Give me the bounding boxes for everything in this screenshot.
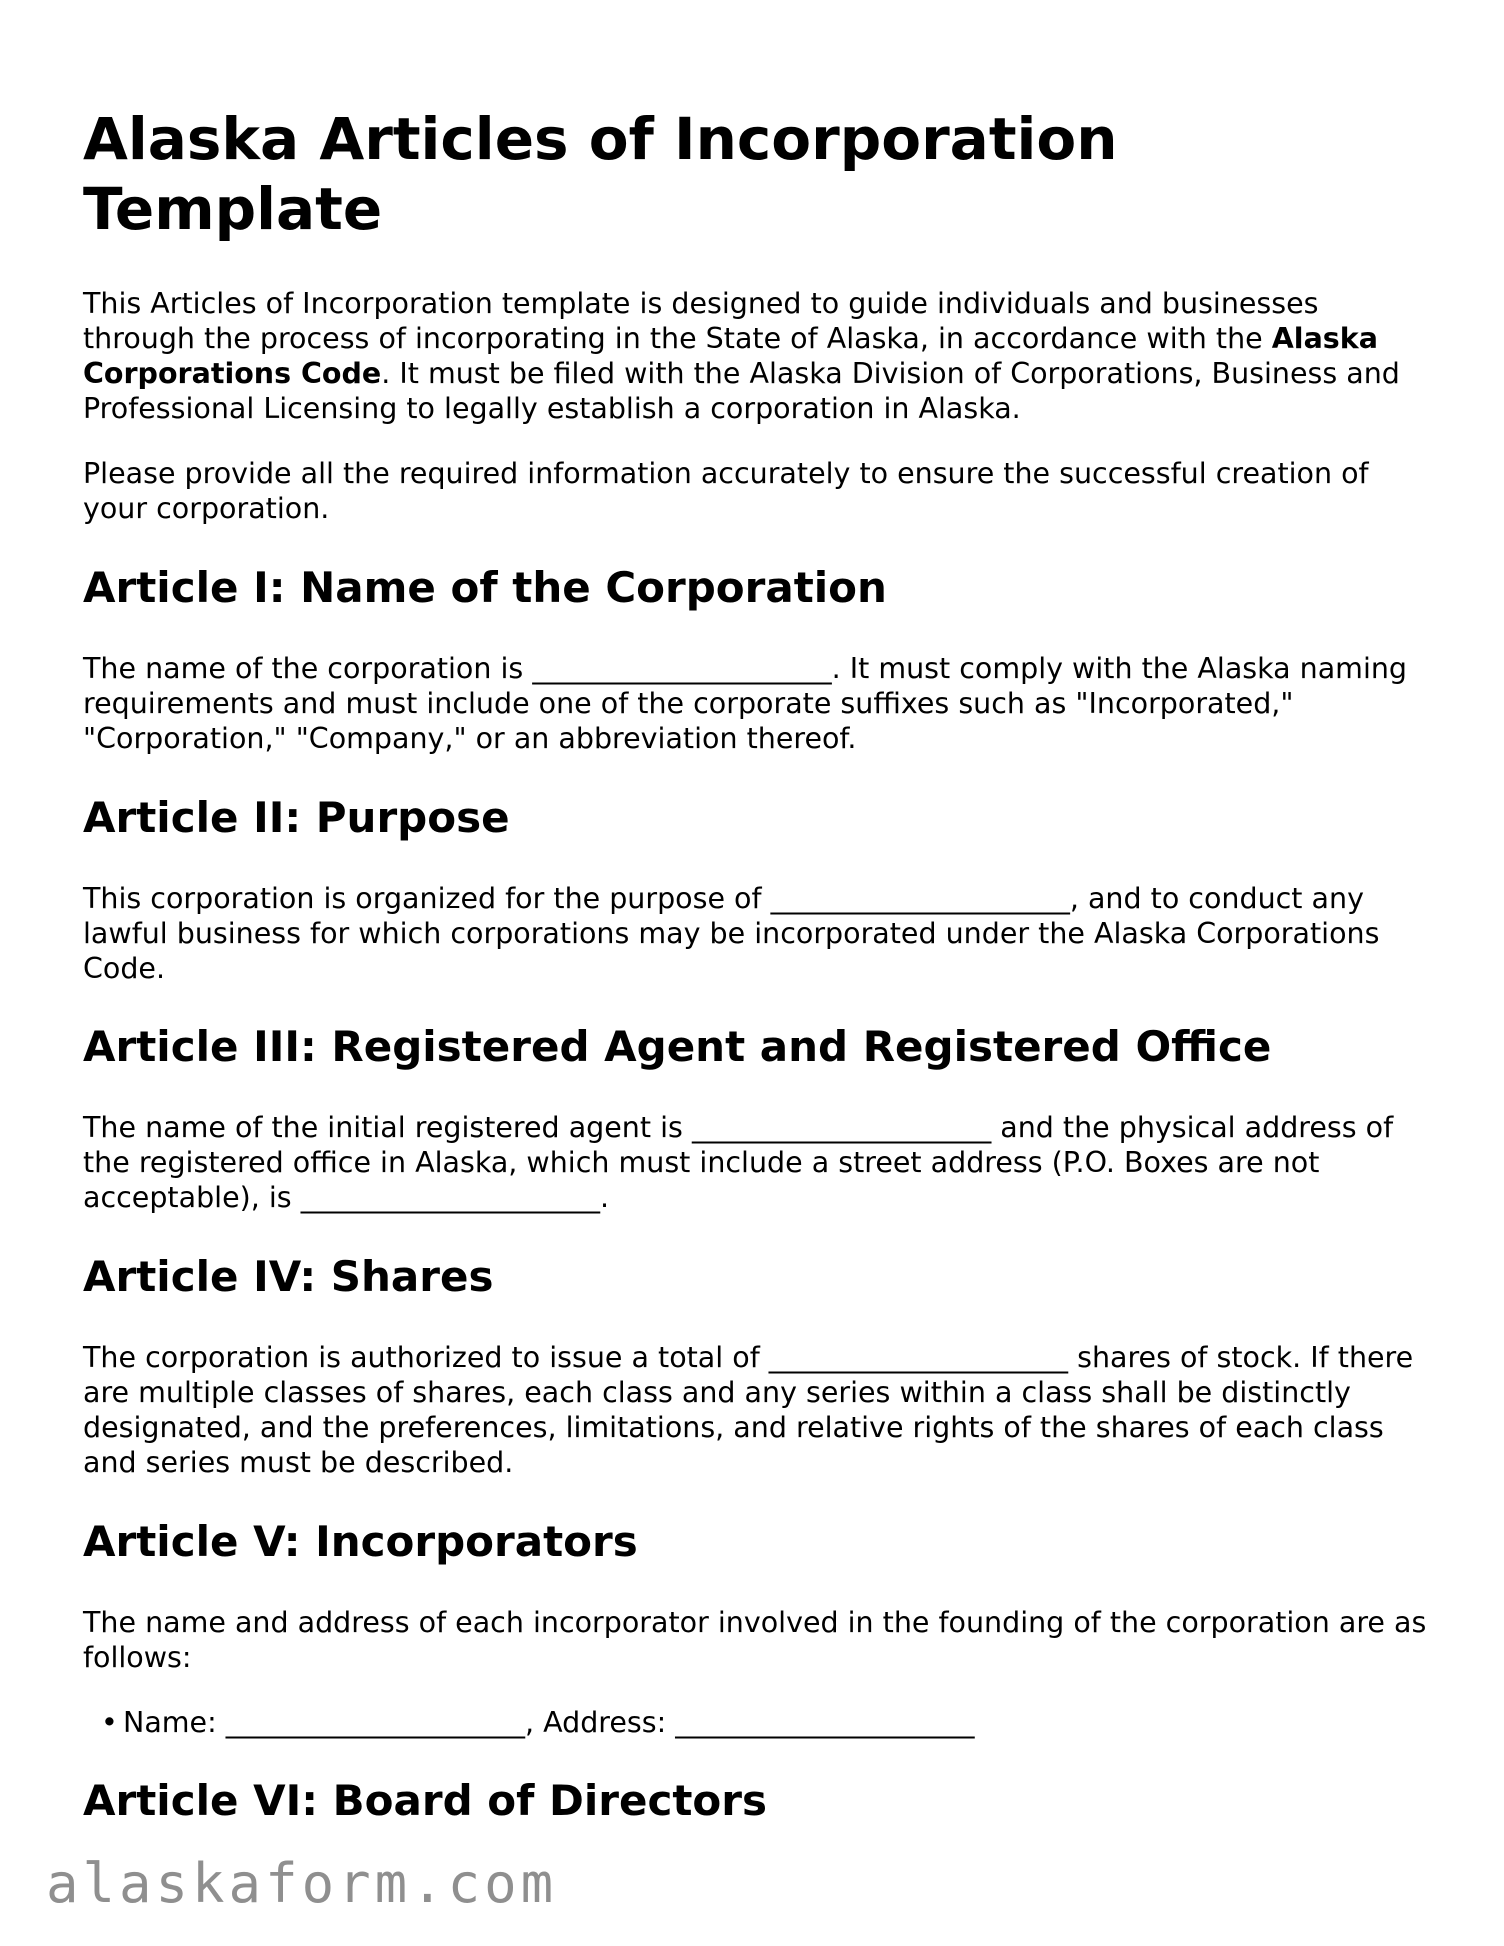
article-4-text: [83, 1340, 1433, 1480]
intro-paragraph: [83, 286, 1433, 426]
incorporator-address-blank[interactable]: _____________________: [675, 1706, 975, 1739]
article-6-heading: Article VI: Board of Directors: [83, 1776, 767, 1825]
page-title: Alaska Articles of Incorporation Template: [83, 105, 1118, 243]
name-label: Name:: [123, 1706, 226, 1739]
article-4-after: shares of stock. If there are multiple classes of shares, each class and any series within a class shall be distinctly designated, and the preferences, limitations, and relative rights of the shares of each class and series must be described.: [83, 1341, 1414, 1479]
watermark: alaskaform.com: [46, 1852, 558, 1915]
intro-text-end: . It must be filed with the Alaska Division of Corporations, Business and Professional Licensing to legally establish a corporation in Alaska.: [83, 357, 1400, 425]
instruction-paragraph: Please provide all the required information accurately to ensure the successful creation of your corporation.: [83, 457, 1369, 525]
purpose-blank[interactable]: _____________________: [770, 882, 1070, 915]
article-1-heading: Article I: Name of the Corporation: [83, 563, 887, 612]
article-5-heading: Article V: Incorporators: [83, 1517, 638, 1566]
article-2-text: [83, 881, 1433, 986]
address-label: , Address:: [525, 1706, 676, 1739]
article-1-text: [83, 651, 1433, 756]
article-1-after: . It must comply with the Alaska naming requirements and must include one of the corporate suffixes such as "Incorporated," "Corporation," "Company," or an abbreviation thereof.: [83, 652, 1408, 755]
article-2-heading: Article II: Purpose: [83, 793, 510, 842]
article-5-text: The name and address of each incorporator involved in the founding of the corporation are as follows:: [83, 1606, 1427, 1674]
article-3-before: The name of the initial registered agent is: [83, 1111, 692, 1144]
article-3-after: .: [599, 1181, 609, 1214]
corporation-name-blank[interactable]: _____________________: [532, 652, 832, 685]
shares-blank[interactable]: _____________________: [768, 1341, 1069, 1374]
intro-text: This Articles of Incorporation template is designed to guide individuals and businesses through the process of incorporating in the State of Alaska, in accordance with the: [83, 287, 1319, 355]
bullet-marker: •: [101, 1706, 118, 1739]
article-1-before: The name of the corporation is: [83, 652, 533, 685]
article-3-middle: and the physical address of the registered office in Alaska, which must include a street address (P.O. Boxes are not acceptable), is: [83, 1111, 1394, 1214]
registered-agent-blank[interactable]: _____________________: [691, 1111, 992, 1144]
article-4-before: The corporation is authorized to issue a total of: [83, 1341, 769, 1374]
intro-bold-code: Alaska Corporations Code: [83, 322, 1378, 390]
incorporator-list-item: [101, 1705, 975, 1740]
article-2-before: This corporation is organized for the purpose of: [83, 882, 771, 915]
incorporator-name-blank[interactable]: _____________________: [225, 1706, 525, 1739]
registered-office-blank[interactable]: _____________________: [300, 1181, 600, 1214]
article-2-after: , and to conduct any lawful business for which corporations may be incorporated under the Alaska Corporations Code.: [83, 882, 1380, 985]
article-4-heading: Article IV: Shares: [83, 1252, 494, 1301]
article-3-heading: Article III: Registered Agent and Registered Office: [83, 1022, 1272, 1071]
article-3-text: [83, 1110, 1433, 1215]
